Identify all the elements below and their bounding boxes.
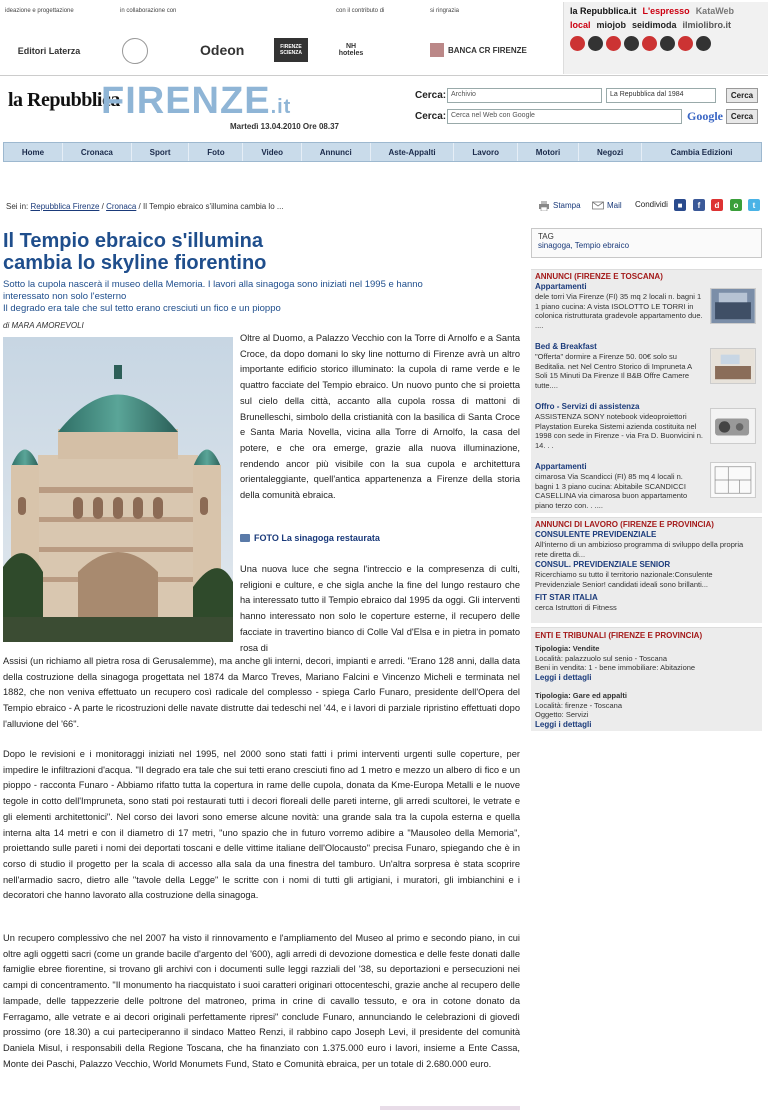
print-label: Stampa <box>553 201 581 210</box>
okno-icon[interactable]: o <box>730 199 742 211</box>
web-search-button[interactable]: Cerca <box>726 109 758 124</box>
tribunali-box <box>531 627 762 731</box>
printer-icon <box>538 200 550 211</box>
print-button[interactable] <box>538 200 581 211</box>
subtitle-line-3: Il degrado era tale che sul tetto erano cresciuti un fico e un pioppo <box>3 303 281 314</box>
annunci-box <box>531 269 762 513</box>
search-label: Cerca: <box>415 90 447 101</box>
breadcrumb-current: Il Tempio ebraico s'illumina cambia lo ... <box>143 202 284 211</box>
foto-gallery-link[interactable] <box>240 533 380 543</box>
annuncio-text: cimarosa Via Scandicci (FI) 85 mq 4 locali n. bagni 1 3 piano cucina: Abitabile SCANDICCI CASELLINA via cimarosa buon appartamento piano terzo con. . .... <box>535 472 688 510</box>
breadcrumb-section[interactable]: Cronaca <box>106 202 137 211</box>
tag-box <box>531 228 762 258</box>
web-search <box>415 109 682 124</box>
city-logo[interactable] <box>101 80 291 123</box>
logo-banca-text: BANCA CR FIRENZE <box>448 45 527 55</box>
subtitle-line-1: Sotto la cupola nascerà il museo della Memoria. I lavori alla sinagoga sono iniziati nel 1995 e hanno <box>3 279 423 290</box>
brand-logo[interactable]: la Repubblica <box>8 89 120 111</box>
logo-odeon[interactable] <box>200 42 244 58</box>
annuncio-text: dele torri Via Firenze (FI) 35 mq 2 locali n. bagni 1 1 piano cucina: A vista ISOLOTTO LE TORRI in colonica ristrutturata gradevole appartamento due. .... <box>535 292 703 330</box>
tribunali-item <box>535 644 758 689</box>
tag-label: TAG <box>538 232 554 241</box>
nav-annunci[interactable]: Annunci <box>302 143 371 161</box>
logo-nh[interactable] <box>336 38 366 62</box>
logo-laterza[interactable] <box>4 40 94 62</box>
radio-logos <box>564 34 768 53</box>
annuncio-thumb[interactable] <box>710 288 756 324</box>
archive-select[interactable]: La Repubblica dal 1984 <box>606 88 716 103</box>
radio-m2o-icon[interactable] <box>606 36 621 51</box>
publisher-network <box>563 2 768 74</box>
article-paragraph-1: Oltre al Duomo, a Palazzo Vecchio con la Torre di Arnolfo e a Santa Croce, da dopo domani lo sky line notturno di Firenze avrà un altro importante edificio storico illuminato: la cupola di rame verde e le quattro facciate del Tempio ebraico. Un nuovo punto che si proietta sul cielo della città, accanto alla cupola rossa di mattoni di Brunelleschi, simbolo della cristianità con la basilica di Santa Croce e Santa Maria Novella, vicina alla Torre di Arnolfo, la casa del potere, e che ora emerge, grazie alla nuova illuminazione, rendendo ancor più visibile con la sua cupola e architettura orientaleggiante, quell'antica appartenenza a Firenze della storia della comunità ebraica. <box>240 333 520 501</box>
annuncio-item[interactable] <box>535 402 758 462</box>
radio-icon[interactable] <box>678 36 693 51</box>
annuncio-text: "Offerta" dormire a Firenze 50. 00€ solo su Beditalia. net Nel Centro Storico di Impruneta A Soli 15 Minuti Da Firenze Il B&B Offre Camere tutte.... <box>535 352 692 390</box>
sponsor-caption: con il contributo di <box>336 8 385 14</box>
publisher-row-2 <box>564 20 768 34</box>
nav-video[interactable]: Video <box>243 143 301 161</box>
lavoro-item[interactable] <box>535 530 758 558</box>
logo-odeon-text: Odeon <box>200 42 245 58</box>
nav-foto[interactable]: Foto <box>189 143 243 161</box>
subtitle-line-2: interessato non solo l'esterno <box>3 291 127 302</box>
lavoro-header: ANNUNCI DI LAVORO (FIRENZE E PROVINCIA) <box>535 520 714 529</box>
archive-search-input[interactable]: Archivio <box>447 88 602 103</box>
twitter-icon[interactable]: t <box>748 199 760 211</box>
tribunali-details-link[interactable]: Leggi i dettagli <box>535 719 592 729</box>
lavoro-item[interactable] <box>535 560 758 593</box>
annuncio-item[interactable] <box>535 462 758 522</box>
article-paragraph-2b: Assisi (un richiamo all pietra rosa di Gerusalemme), ma anche gli interni, decori, impianti e arredi. "Erano 128 anni, dalla data della costruzione della sinagoga progettata nel 1874 da Marco Treves, Mariano Falcini e Vincenzo Micheli e terminata nel 1882, che non veniva effettuato un recupero così radicale del complesso - spiega Carlo Funaro, presidente dell'Opera del Tempio ebraico - A parte le ricostruzioni delle navate distrutte dai tedeschi nel '44, e i lavori di parziale ripristino effettuati dopo l'alluvione del '66". <box>3 656 520 729</box>
tribunali-details-link[interactable]: Leggi i dettagli <box>535 672 592 682</box>
sponsor-bar <box>0 0 768 76</box>
digg-icon[interactable]: d <box>711 199 723 211</box>
tribunali-location: Località: palazzuolo sul senio - Toscana <box>535 653 668 663</box>
pub-seidimoda[interactable]: seidimoda <box>632 20 677 30</box>
pub-local[interactable]: local <box>570 20 591 30</box>
article-title <box>3 230 523 274</box>
city-suffix: .it <box>270 96 292 118</box>
article-paragraph-4: Un recupero complessivo che nel 2007 ha visto il rinnovamento e l'ampliamento del Museo al primo e secondo piano, in cui oltre agli oggetti sacri (come un grande bacile d'argento del '600), agli arredi di devozione domestica e delle feste donati dalle famiglie ebree fiorentine, si trovano gli archivi con i documenti sulle leggi razziali del '38, su deportazioni e persecuzioni nei campi di concentramento. "Il monumento ha riacquistato i suoi caratteri originari ottocenteschi, grazie anche al recupero delle lampade, delle tappezzerie delle poltrone del matroneo, prima in crine di cavallo tessuto, e ora in cotone donato da Ferragamo, alle vetrate e ai decori originali perfettamente ripresi" conclude Funaro, annunciando le celebrazioni di giovedì prossimo (ore 18.30) a cui parteciperanno il sindaco Matteo Renzi, il rabbino capo Joseph Levi, il presidente del comunità Daniela Misul, i responsabili della Regione Toscana, che ha finanziato con 1.375.000 euro i lavori, insieme a Ente Cassa, Monte dei Paschi, Palazzo Vecchio, World Monumets Fund, Stato e Comunità ebraica, per un totale di 2.680.000 euro. <box>3 933 520 1069</box>
tag-links[interactable]: sinagoga, Tempio ebraico <box>538 241 630 250</box>
mail-button[interactable] <box>592 200 622 211</box>
mail-label: Mail <box>607 201 622 210</box>
pub-ilmiolibro[interactable]: ilmiolibro.it <box>682 20 732 30</box>
article-paragraph-2a: Una nuova luce che segna l'intreccio e la compresenza di culti, religioni e culture, e che sigla anche la fine del lungo restauro che ha interessato tutto il Tempio ebraico dal 1995 da oggi. Gli interventi hanno interessato non solo le coperture esterne, il recupero delle facciate in travertino bianco di Colle Val d'Elsa e in pietra in pomato rosa di <box>240 564 520 653</box>
breadcrumb-prefix: Sei in: <box>6 202 29 211</box>
lavoro-title[interactable]: CONSUL. PREVIDENZIALE SENIOR <box>535 560 671 569</box>
tribunali-detail: Beni in vendita: 1 - bene immobiliare: Abitazione <box>535 663 696 673</box>
annuncio-title[interactable]: Bed & Breakfast <box>535 342 597 351</box>
banca-icon <box>430 43 444 57</box>
pub-kataweb[interactable]: KataWeb <box>695 6 735 16</box>
sponsor-caption: in collaborazione con <box>120 8 177 14</box>
sponsor-contrib <box>336 8 384 14</box>
sponsor-collab <box>120 8 176 14</box>
mail-icon <box>592 200 604 211</box>
lavoro-title[interactable]: CONSULENTE PREVIDENZIALE <box>535 530 657 539</box>
tribunali-header: ENTI E TRIBUNALI (FIRENZE E PROVINCIA) <box>535 631 703 640</box>
nav-lavoro[interactable]: Lavoro <box>454 143 517 161</box>
logo-firenze-scienza[interactable] <box>274 38 308 62</box>
sponsor-caption: ideazione e progettazione <box>5 8 74 14</box>
tribunali-detail: Oggetto: Servizi <box>535 710 589 720</box>
nav-motori[interactable]: Motori <box>518 143 579 161</box>
annuncio-item[interactable] <box>535 282 758 342</box>
pub-repubblica[interactable]: la Repubblica.it <box>570 6 637 16</box>
search-label: Cerca: <box>415 111 447 122</box>
nav-aste-appalti[interactable]: Aste-Appalti <box>371 143 455 161</box>
main-nav <box>3 142 762 162</box>
title-line-1: Il Tempio ebraico s'illumina <box>3 230 263 252</box>
tribunali-location: Località: firenze - Toscana <box>535 700 622 710</box>
radio-icon[interactable] <box>624 36 639 51</box>
delicious-icon[interactable]: ■ <box>674 199 686 211</box>
archive-search <box>415 88 716 103</box>
sponsor-caption: si ringrazia <box>430 8 460 14</box>
seal-icon <box>122 38 148 64</box>
archive-search-button[interactable]: Cerca <box>726 88 758 103</box>
nav-negozi[interactable]: Negozi <box>579 143 642 161</box>
annuncio-thumb[interactable] <box>710 462 756 498</box>
pub-miojob[interactable]: miojob <box>596 20 627 30</box>
annuncio-item[interactable] <box>535 342 758 402</box>
share-text: Condividi <box>635 200 668 209</box>
foto-link-label: FOTO La sinagoga restaurata <box>254 533 380 543</box>
lavoro-box <box>531 517 762 623</box>
logo-banca-cr[interactable] <box>430 38 555 62</box>
lavoro-text: Ricerchiamo su tutto il territorio nazionale:Consulente Previdenziale Senior! candidati ideali sono brillanti... <box>535 570 713 589</box>
web-search-input[interactable]: Cerca nel Web con Google <box>447 109 682 124</box>
nav-cronaca[interactable]: Cronaca <box>63 143 132 161</box>
camera-icon <box>240 534 250 542</box>
logo-scienza-text: FIRENZE SCIENZA <box>280 44 302 56</box>
lavoro-text: All'interno di un ambizioso programma di sviluppo della propria rete diretta di... <box>535 540 744 559</box>
annuncio-text: ASSISTENZA SONY notebook videoproiettori Playstation Eureka Sistemi azienda costituita nel 1998 con sede in Firenze - via Fra D. Buonvicini n. 14. . . <box>535 412 703 450</box>
nav-cambia-edizioni[interactable]: Cambia Edizioni <box>670 147 733 157</box>
annunci-header: ANNUNCI (FIRENZE E TOSCANA) <box>535 272 663 281</box>
share-label <box>635 200 668 209</box>
article-paragraph-3: Dopo le revisioni e i monitoraggi iniziati nel 1995, nel 2000 sono stati fatti i primi interventi urgenti sulle coperture, per impedire le infiltrazioni d'acqua. "Il degrado era tale che sui tetti erano cresciuti fino ad 1 metro e mezzo un albero di fico e un pioppo - racconta Funaro - Abbiamo rifatto tutta la copertura in rame delle cupola, donata da Kme-Europa Metalli e le nuove tegole in cotto dell'Impruneta, sono stati poi restaurati tutti i decori floreali delle pareti interne, gli arredi scultorei, le vetrate e gli elementi architettonici". Nel corso dei lavori sono emerse alcune novità: una grande sala tra la cupola esterna e quella interna alta 14 metri e con il diametro di 17 metri, "uno spazio che in futuro vorremo adibire a "Mausoleo della Memoria", proiettando sulle pareti i nomi dei deportati toscani e delle vittime italiane dell'Olocausto" precisa Funaro, spiegando che è in corso di studio il progetto per la scala di accesso alla sala da una finestra del tamburo. Un'altra sorpresa è stata scoprire nell'armadio sacro, dietro alle "tavole della Legge" le scritte con i nomi di tutti gli artigiani, i muratori, gli imbianchini e i decoratori che hanno lavorato alla costruzione della sinagoga. <box>3 749 520 901</box>
annuncio-title[interactable]: Appartamenti <box>535 462 587 471</box>
publisher-row-1 <box>564 2 768 20</box>
annuncio-title[interactable]: Appartamenti <box>535 282 587 291</box>
synagogue-photo[interactable] <box>3 337 233 642</box>
radio-icon[interactable] <box>642 36 657 51</box>
nav-home[interactable]: Home <box>4 143 63 161</box>
sponsor-thanks <box>430 8 459 14</box>
radio-capital-icon[interactable] <box>588 36 603 51</box>
tribunali-type: Tipologia: Gare ed appalti <box>535 691 627 700</box>
annuncio-thumb[interactable] <box>710 408 756 444</box>
bottom-banner <box>380 1106 520 1110</box>
masthead <box>0 80 768 140</box>
tribunali-item <box>535 691 758 736</box>
breadcrumb: Sei in: Repubblica Firenze / Cronaca / Il Tempio ebraico s'illumina cambia lo ... <box>6 202 284 211</box>
google-logo: Google <box>687 109 723 123</box>
tribunali-type: Tipologia: Vendite <box>535 644 600 653</box>
lavoro-text: cerca Istruttori di Fitness <box>535 603 617 612</box>
breadcrumb-home[interactable]: Repubblica Firenze <box>30 202 100 211</box>
annuncio-title[interactable]: Offro - Servizi di assistenza <box>535 402 640 411</box>
article-subtitle <box>3 279 523 315</box>
city-name: FIRENZE <box>101 80 271 122</box>
logo-laterza-text: Editori Laterza <box>17 46 81 56</box>
article-author: di MARA AMOREVOLI <box>3 321 84 330</box>
facebook-icon[interactable]: f <box>693 199 705 211</box>
logo-nh-text: NH hoteles <box>338 43 364 57</box>
radio-icon[interactable] <box>696 36 711 51</box>
radio-icon[interactable] <box>660 36 675 51</box>
annuncio-thumb[interactable] <box>710 348 756 384</box>
lavoro-title[interactable]: FIT STAR ITALIA <box>535 593 598 602</box>
radio-deejay-icon[interactable] <box>570 36 585 51</box>
sponsor-ideazione <box>5 8 74 14</box>
pub-espresso[interactable]: L'espresso <box>642 6 690 16</box>
nav-sport[interactable]: Sport <box>132 143 190 161</box>
lavoro-item[interactable] <box>535 593 758 615</box>
title-line-2: cambia lo skyline fiorentino <box>3 252 267 274</box>
dateline: Martedì 13.04.2010 Ore 08.37 <box>230 122 339 131</box>
